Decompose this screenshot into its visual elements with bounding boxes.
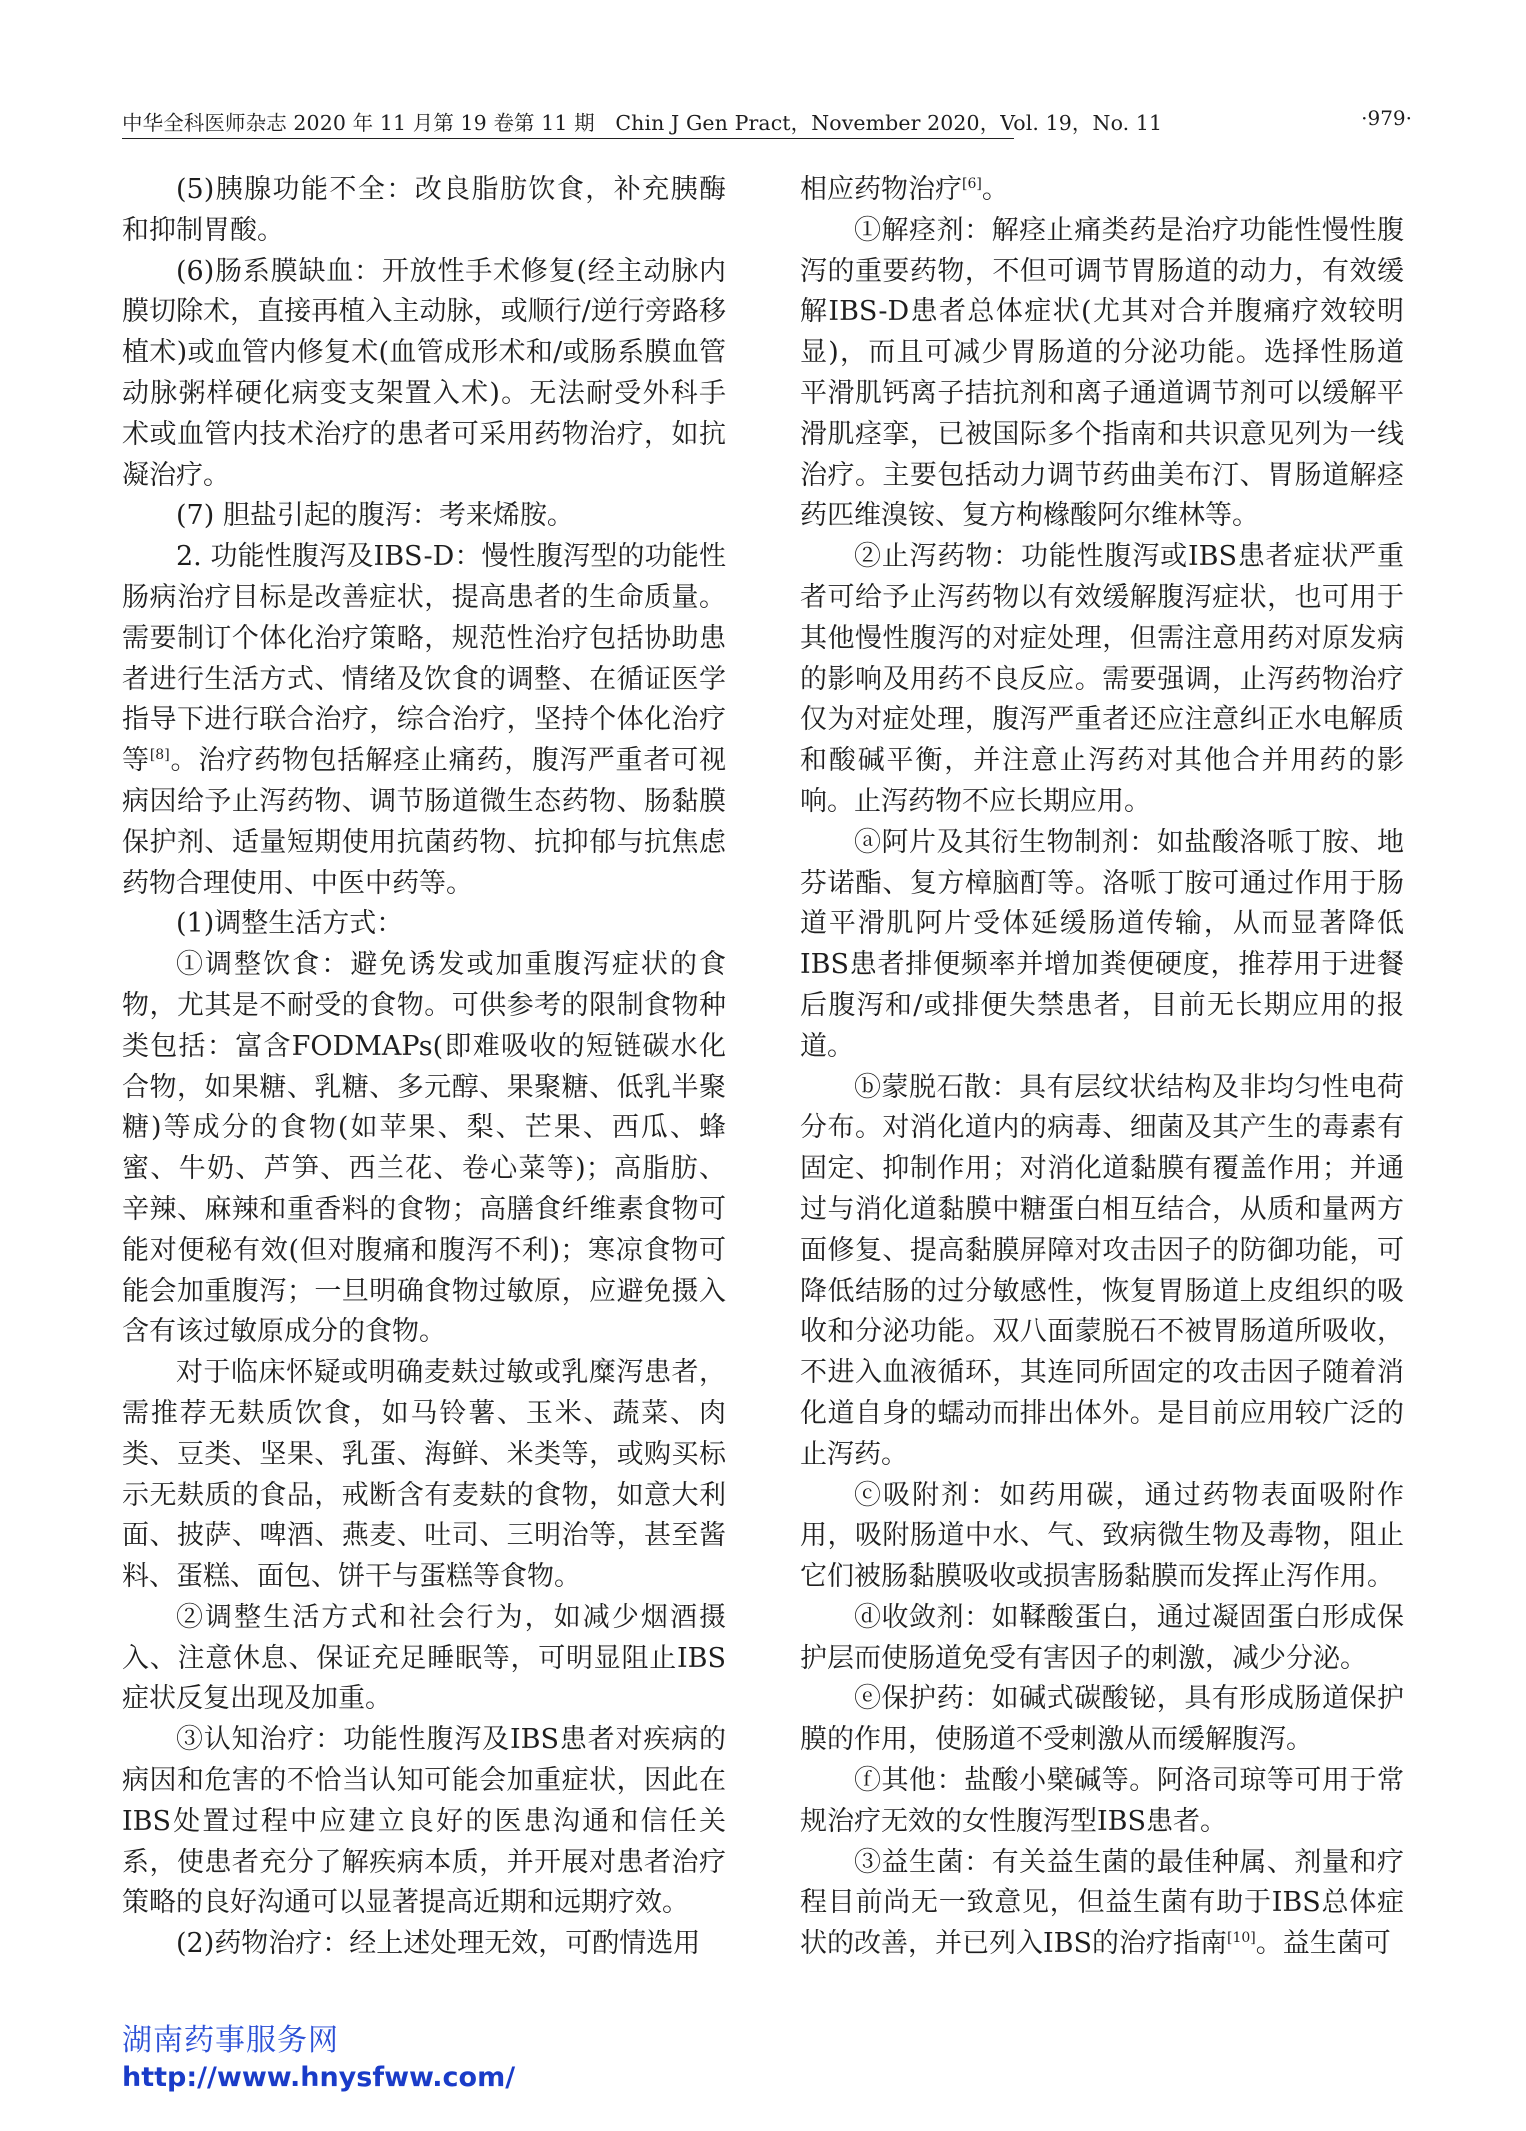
paragraph [122, 904, 726, 945]
paragraph-text: ②止泻药物：功能性腹泻或IBS患者症状严重者可给予止泻药物以有效缓解腹泻症状，也可用于其他慢性腹泻的对症处理，但需注意用药对原发病的影响及用药不良反应。需要强调，止泻药物治疗仅为对症处理，腹泻严重者还应注意纠正水电解质和酸碱平衡，并注意止泻药对其他合并用药的影响。止泻药物不应长期应用。 [800, 541, 1404, 817]
paragraph [800, 211, 1404, 537]
citation-ref: [10] [1227, 1930, 1256, 1947]
journal-citation: 中华全科医师杂志 2020 年 11 月第 19 卷第 11 期 Chin J Gen Pract，November 2020，Vol. 19，No. 11 [122, 111, 1163, 135]
page-number: ·979· [1361, 106, 1412, 130]
paragraph-text: ①解痉剂：解痉止痛类药是治疗功能性慢性腹泻的重要药物，不但可调节胃肠道的动力，有效缓解IBS-D患者总体症状(尤其对合并腹痛疗效较明显)，而且可减少胃肠道的分泌功能。选择性肠道平滑肌钙离子拮抗剂和离子通道调节剂可以缓解平滑肌痉挛，已被国际多个指南和共识意见列为一线治疗。主要包括动力调节药曲美布汀、胃肠道解痉药匹维溴铵、复方枸橼酸阿尔维林等。 [800, 214, 1404, 532]
paragraph-text-tail: 。治疗药物包括解痉止痛药，腹泻严重者可视病因给予止泻药物、调节肠道微生态药物、肠黏膜保护剂、适量短期使用抗菌药物、抗抑郁与抗焦虑药物合理使用、中医中药等。 [122, 745, 727, 899]
paragraph-text: ⓕ其他：盐酸小檗碱等。阿洛司琼等可用于常规治疗无效的女性腹泻型IBS患者。 [800, 1765, 1404, 1837]
paragraph-text: 相应药物治疗 [800, 174, 962, 205]
citation-ref: [6] [962, 176, 982, 192]
paragraph-text: 2. 功能性腹泻及IBS-D：慢性腹泻型的功能性肠病治疗目标是改善症状，提高患者的生命质量。需要制订个体化治疗策略，规范性治疗包括协助患者进行生活方式、情绪及饮食的调整、在循证医学指导下进行联合治疗，综合治疗，坚持个体化治疗等 [122, 541, 726, 777]
paragraph [800, 1761, 1404, 1843]
paragraph [800, 170, 1404, 211]
paragraph-text: (5)胰腺功能不全：改良脂肪饮食，补充胰酶和抑制胃酸。 [122, 174, 726, 246]
paragraph [800, 1068, 1404, 1476]
paragraph [800, 823, 1404, 1068]
paragraph [800, 1843, 1404, 1965]
right-column [800, 170, 1404, 1965]
paragraph-text: ⓓ收敛剂：如鞣酸蛋白，通过凝固蛋白形成保护层而使肠道免受有害因子的刺激，减少分泌。 [800, 1601, 1404, 1674]
paragraph [800, 1598, 1404, 1680]
paragraph [122, 496, 726, 537]
paragraph-text: (2)药物治疗：经上述处理无效，可酌情选用 [176, 1928, 701, 1960]
running-header [122, 104, 1412, 140]
paragraph-text: (1)调整生活方式： [176, 908, 404, 940]
paragraph [122, 1924, 726, 1965]
watermark-url[interactable]: http://www.hnysfww.com/ [122, 2062, 516, 2093]
watermark-site-name: 湖南药事服务网 [122, 2023, 339, 2058]
paragraph-text: (7) 胆盐引起的腹泻：考来烯胺。 [176, 500, 574, 532]
header-rule [122, 138, 1014, 139]
paragraph [122, 537, 726, 904]
paragraph-text: ③认知治疗：功能性腹泻及IBS患者对疾病的病因和危害的不恰当认知可能会加重症状，因此在IBS处置过程中应建立良好的医患沟通和信任关系，使患者充分了解疾病本质，并开展对患者治疗策略的良好沟通可以显著提高近期和远期疗效。 [122, 1724, 726, 1919]
paragraph [800, 1476, 1404, 1598]
paragraph-text: ⓔ保护药：如碱式碳酸铋，具有形成肠道保护膜的作用，使肠道不受刺激从而缓解腹泻。 [800, 1683, 1404, 1756]
paragraph [800, 537, 1404, 823]
paragraph-text-tail: 。 [981, 174, 1009, 205]
citation-ref: [8] [149, 747, 170, 764]
paragraph-text: ⓐ阿片及其衍生物制剂：如盐酸洛哌丁胺、地芬诺酯、复方樟脑酊等。洛哌丁胺可通过作用于肠道平滑肌阿片受体延缓肠道传输，从而显著降低IBS患者排便频率并增加粪便硬度，推荐用于进餐后腹泻和/或排便失禁患者，目前无长期应用的报道。 [800, 826, 1404, 1062]
paragraph [122, 170, 726, 252]
left-column [122, 170, 726, 1965]
paragraph-text: ⓑ蒙脱石散：具有层纹状结构及非均匀性电荷分布。对消化道内的病毒、细菌及其产生的毒素有固定、抑制作用；对消化道黏膜有覆盖作用；并通过与消化道黏膜中糖蛋白相互结合，从质和量两方面修复、提高黏膜屏障对攻击因子的防御功能，可降低结肠的过分敏感性，恢复胃肠道上皮组织的吸收和分泌功能。双八面蒙脱石不被胃肠道所吸收，不进入血液循环，其连同所固定的攻击因子随着消化道自身的蠕动而排出体外。是目前应用较广泛的止泻药。 [800, 1071, 1404, 1470]
watermark [122, 2022, 515, 2096]
paragraph [122, 1598, 726, 1720]
paragraph [122, 945, 726, 1353]
paragraph [122, 1720, 726, 1924]
paragraph-text-tail: 。益生菌可 [1255, 1928, 1391, 1960]
paragraph [122, 252, 726, 497]
paragraph [122, 1353, 726, 1598]
paragraph-text: (6)肠系膜缺血：开放性手术修复(经主动脉内膜切除术，直接再植入主动脉，或顺行/逆行旁路移植术)或血管内修复术(血管成形术和/或肠系膜血管动脉粥样硬化病变支架置入术)。无法耐受外科手术或血管内技术治疗的患者可采用药物治疗，如抗凝治疗。 [122, 255, 726, 491]
paragraph-text: ⓒ吸附剂：如药用碳，通过药物表面吸附作用，吸附肠道中水、气、致病微生物及毒物，阻止它们被肠黏膜吸收或损害肠黏膜而发挥止泻作用。 [800, 1479, 1404, 1593]
paragraph-text: 对于临床怀疑或明确麦麸过敏或乳糜泻患者，需推荐无麸质饮食，如马铃薯、玉米、蔬菜、肉类、豆类、坚果、乳蛋、海鲜、米类等，或购买标示无麸质的食品，戒断含有麦麸的食物，如意大利面、披萨、啤酒、燕麦、吐司、三明治等，甚至酱料、蛋糕、面包、饼干与蛋糕等食物。 [122, 1357, 726, 1593]
paragraph-text: ③益生菌：有关益生菌的最佳种属、剂量和疗程目前尚无一致意见，但益生菌有助于IBS总体症状的改善，并已列入IBS的治疗指南 [800, 1846, 1404, 1960]
paragraph [800, 1679, 1404, 1761]
paragraph-text: ②调整生活方式和社会行为，如减少烟酒摄入、注意休息、保证充足睡眠等，可明显阻止IBS症状反复出现及加重。 [122, 1601, 726, 1715]
paragraph-text: ①调整饮食：避免诱发或加重腹泻症状的食物，尤其是不耐受的食物。可供参考的限制食物种类包括：富含FODMAPs(即难吸收的短链碳水化合物，如果糖、乳糖、多元醇、果聚糖、低乳半聚糖)等成分的食物(如苹果、梨、芒果、西瓜、蜂蜜、牛奶、芦笋、西兰花、卷心菜等)；高脂肪、辛辣、麻辣和重香料的食物；高膳食纤维素食物可能对便秘有效(但对腹痛和腹泻不利)；寒凉食物可能会加重腹泻；一旦明确食物过敏原，应避免摄入含有该过敏原成分的食物。 [122, 949, 726, 1348]
